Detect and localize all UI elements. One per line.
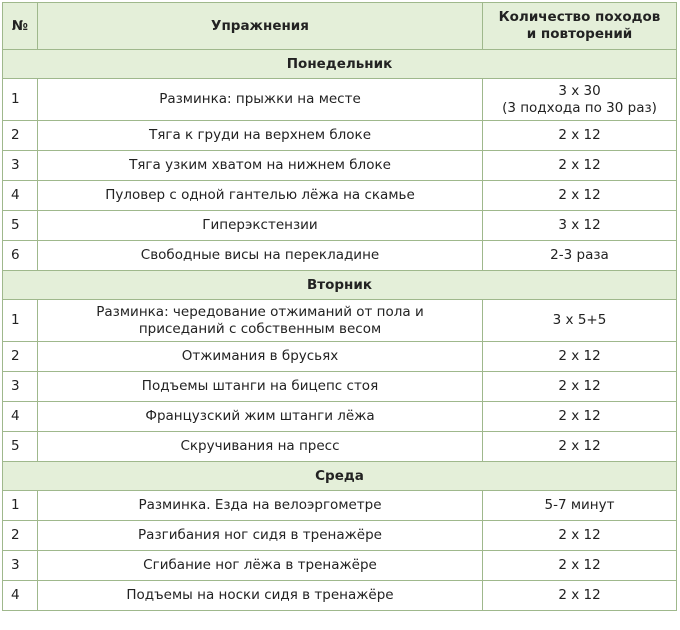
table-row — [3, 402, 677, 432]
table-row — [3, 300, 677, 342]
sets-value: 3 х 12 — [558, 217, 601, 233]
header-row — [3, 3, 677, 50]
section-day: Понедельник — [3, 50, 677, 79]
row-number: 1 — [3, 491, 38, 521]
table-row — [3, 342, 677, 372]
header-exercise: Упражнения — [38, 3, 483, 50]
sets-value: 2 х 12 — [558, 348, 601, 364]
exercise-name: Отжимания в брусьях — [38, 342, 483, 372]
sets-value: 5-7 минут — [544, 497, 615, 513]
sets-value: 2 х 12 — [558, 408, 601, 424]
exercise-name: Пуловер с одной гантелью лёжа на скамье — [38, 181, 483, 211]
table-row — [3, 121, 677, 151]
row-number: 4 — [3, 181, 38, 211]
sets-cell — [483, 241, 677, 271]
sets-value: 2 х 12 — [558, 157, 601, 173]
sets-cell — [483, 521, 677, 551]
row-number: 3 — [3, 372, 38, 402]
sets-cell — [483, 211, 677, 241]
section-day: Вторник — [3, 271, 677, 300]
table-row — [3, 181, 677, 211]
sets-cell — [483, 300, 677, 342]
table-row — [3, 211, 677, 241]
table-row — [3, 551, 677, 581]
exercise-name: Разгибания ног сидя в тренажёре — [38, 521, 483, 551]
exercise-name: Французский жим штанги лёжа — [38, 402, 483, 432]
sets-value: 2 х 12 — [558, 557, 601, 573]
table-row — [3, 372, 677, 402]
sets-value: 2 х 12 — [558, 527, 601, 543]
sets-cell — [483, 79, 677, 121]
section-row — [3, 271, 677, 300]
section-day: Среда — [3, 462, 677, 491]
table-row — [3, 79, 677, 121]
header-sets: Количество походов и повторений — [483, 3, 677, 50]
sets-value: 2 х 12 — [558, 378, 601, 394]
sets-value: 2 х 12 — [558, 127, 601, 143]
exercise-name: Разминка. Езда на велоэргометре — [38, 491, 483, 521]
row-number: 1 — [3, 300, 38, 342]
sets-value: 2-3 раза — [550, 247, 609, 263]
row-number: 2 — [3, 121, 38, 151]
exercise-name: Свободные висы на перекладине — [38, 241, 483, 271]
row-number: 4 — [3, 402, 38, 432]
exercise-name: Разминка: прыжки на месте — [38, 79, 483, 121]
table-row — [3, 491, 677, 521]
exercise-name: Тяга узким хватом на нижнем блоке — [38, 151, 483, 181]
sets-cell — [483, 342, 677, 372]
table-row — [3, 581, 677, 611]
table-row — [3, 241, 677, 271]
section-row — [3, 462, 677, 491]
row-number: 3 — [3, 151, 38, 181]
sets-cell — [483, 432, 677, 462]
header-num: № — [3, 3, 38, 50]
row-number: 6 — [3, 241, 38, 271]
table-row — [3, 151, 677, 181]
sets-value: 2 х 12 — [558, 587, 601, 603]
sets-cell — [483, 551, 677, 581]
exercise-name: Тяга к груди на верхнем блоке — [38, 121, 483, 151]
row-number: 2 — [3, 521, 38, 551]
row-number: 3 — [3, 551, 38, 581]
row-number: 4 — [3, 581, 38, 611]
sets-cell — [483, 402, 677, 432]
sets-cell — [483, 181, 677, 211]
sets-cell — [483, 491, 677, 521]
sets-cell — [483, 372, 677, 402]
exercise-name: Сгибание ног лёжа в тренажёре — [38, 551, 483, 581]
exercise-name: Разминка: чередование отжиманий от пола и приседаний с собственным весом — [38, 300, 483, 342]
sets-value: 2 х 12 — [558, 438, 601, 454]
table-row — [3, 432, 677, 462]
sets-value: 3 х 5+5 — [552, 312, 607, 328]
sets-cell — [483, 121, 677, 151]
sets-value: 3 х 30 — [558, 82, 601, 99]
sets-note: (3 подхода по 30 раз) — [502, 99, 657, 116]
row-number: 5 — [3, 211, 38, 241]
sets-cell — [483, 581, 677, 611]
sets-cell — [483, 151, 677, 181]
row-number: 1 — [3, 79, 38, 121]
workout-table — [2, 2, 677, 611]
table-row — [3, 521, 677, 551]
exercise-name: Гиперэкстензии — [38, 211, 483, 241]
row-number: 2 — [3, 342, 38, 372]
section-row — [3, 50, 677, 79]
sets-value: 2 х 12 — [558, 187, 601, 203]
exercise-name: Подъемы штанги на бицепс стоя — [38, 372, 483, 402]
exercise-name: Подъемы на носки сидя в тренажёре — [38, 581, 483, 611]
row-number: 5 — [3, 432, 38, 462]
exercise-name: Скручивания на пресс — [38, 432, 483, 462]
